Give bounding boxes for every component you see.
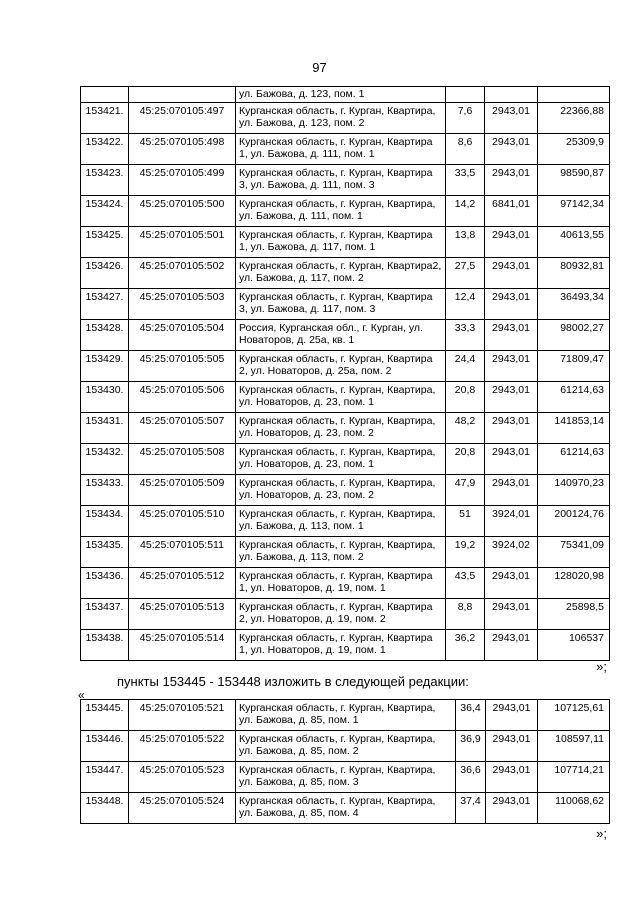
area-cell: 8,8 xyxy=(446,599,485,630)
cadastral-number-cell: 45:25:070105:500 xyxy=(129,196,236,227)
total-value-cell: 98590,87 xyxy=(538,165,610,196)
cadastral-number-cell: 45:25:070105:503 xyxy=(129,289,236,320)
table-row xyxy=(81,475,610,506)
address-cell: Курганская область, г. Курган, Квартира 1, ул. Бажова, д. 117, пом. 1 xyxy=(236,227,446,258)
unit-price-cell: 2943,01 xyxy=(485,444,538,475)
total-value-cell: 36493,34 xyxy=(538,289,610,320)
address-cell: Курганская область, г. Курган, Квартира2, ул. Бажова, д. 117, пом. 2 xyxy=(236,258,446,289)
area-cell: 20,8 xyxy=(446,382,485,413)
cadastral-number-cell: 45:25:070105:507 xyxy=(129,413,236,444)
row-number-cell: 153433. xyxy=(81,475,129,506)
address-cell: Курганская область, г. Курган, Квартира 1, ул. Новаторов, д. 19, пом. 1 xyxy=(236,568,446,599)
area-cell: 47,9 xyxy=(446,475,485,506)
row-number-cell: 153430. xyxy=(81,382,129,413)
address-cell: Курганская область, г. Курган, Квартира, ул. Бажова, д. 113, пом. 1 xyxy=(236,506,446,537)
unit-price-cell: 2943,01 xyxy=(485,258,538,289)
cadastral-number-cell: 45:25:070105:523 xyxy=(129,762,236,793)
table-row xyxy=(81,134,610,165)
row-number-cell: 153426. xyxy=(81,258,129,289)
area-cell: 8,6 xyxy=(446,134,485,165)
cadastral-number-cell: 45:25:070105:522 xyxy=(129,731,236,762)
total-value-cell: 106537 xyxy=(538,630,610,661)
total-value-cell: 25309,9 xyxy=(538,134,610,165)
area-cell: 37,4 xyxy=(456,793,486,824)
address-cell: Курганская область, г. Курган, Квартира, ул. Бажова, д. 113, пом. 2 xyxy=(236,537,446,568)
address-cell: Курганская область, г. Курган, Квартира, ул. Новаторов, д. 23, пом. 1 xyxy=(236,382,446,413)
row-number-cell: 153434. xyxy=(81,506,129,537)
row-number-cell: 153448. xyxy=(81,793,129,824)
cadastral-number-cell: 45:25:070105:505 xyxy=(129,351,236,382)
registry-table-2 xyxy=(80,699,610,824)
table-row xyxy=(81,444,610,475)
address-cell: Курганская область, г. Курган, Квартира 2, ул. Новаторов, д. 25а, пом. 2 xyxy=(236,351,446,382)
table-row xyxy=(81,196,610,227)
closing-quote-mark: »; xyxy=(596,826,607,841)
total-value-cell: 140970,23 xyxy=(538,475,610,506)
area-cell: 33,5 xyxy=(446,165,485,196)
total-value-cell: 61214,63 xyxy=(538,382,610,413)
cadastral-number-cell: 45:25:070105:506 xyxy=(129,382,236,413)
address-cell: Курганская область, г. Курган, Квартира 3, ул. Бажова, д. 117, пом. 3 xyxy=(236,289,446,320)
table-row xyxy=(81,382,610,413)
table-row xyxy=(81,731,610,762)
area-cell: 33,3 xyxy=(446,320,485,351)
address-cell: ул. Бажова, д. 123, пом. 1 xyxy=(236,87,446,103)
cadastral-number-cell: 45:25:070105:504 xyxy=(129,320,236,351)
unit-price-cell: 2943,01 xyxy=(485,227,538,258)
area-cell: 36,9 xyxy=(456,731,486,762)
row-number-cell: 153427. xyxy=(81,289,129,320)
address-cell: Курганская область, г. Курган, Квартира 2, ул. Новаторов, д. 19, пом. 2 xyxy=(236,599,446,630)
total-value-cell: 141853,14 xyxy=(538,413,610,444)
table-row xyxy=(81,320,610,351)
address-cell: Курганская область, г. Курган, Квартира, ул. Бажова, д. 111, пом. 1 xyxy=(236,196,446,227)
row-number-cell: 153421. xyxy=(81,103,129,134)
table-row xyxy=(81,165,610,196)
unit-price-cell: 2943,01 xyxy=(486,762,538,793)
unit-price-cell: 2943,01 xyxy=(486,731,538,762)
unit-price-cell: 2943,01 xyxy=(485,475,538,506)
total-value-cell: 97142,34 xyxy=(538,196,610,227)
row-number-cell: 153431. xyxy=(81,413,129,444)
total-value-cell: 80932,81 xyxy=(538,258,610,289)
table-row xyxy=(81,87,610,103)
total-value-cell: 22366,88 xyxy=(538,103,610,134)
area-cell: 43,5 xyxy=(446,568,485,599)
address-cell: Курганская область, г. Курган, Квартира 1, ул. Бажова, д. 111, пом. 1 xyxy=(236,134,446,165)
row-number-cell: 153422. xyxy=(81,134,129,165)
unit-price-cell: 2943,01 xyxy=(486,793,538,824)
address-cell: Курганская область, г. Курган, Квартира, ул. Бажова, д. 123, пом. 2 xyxy=(236,103,446,134)
total-value-cell: 107714,21 xyxy=(538,762,610,793)
row-number-cell: 153428. xyxy=(81,320,129,351)
table-row xyxy=(81,227,610,258)
area-cell: 24,4 xyxy=(446,351,485,382)
table-cell-empty xyxy=(538,87,610,103)
unit-price-cell: 2943,01 xyxy=(485,320,538,351)
area-cell: 27,5 xyxy=(446,258,485,289)
table-row xyxy=(81,700,610,731)
total-value-cell: 61214,63 xyxy=(538,444,610,475)
unit-price-cell: 2943,01 xyxy=(485,289,538,320)
area-cell: 36,2 xyxy=(446,630,485,661)
address-cell: Курганская область, г. Курган, Квартира 1, ул. Новаторов, д. 19, пом. 1 xyxy=(236,630,446,661)
total-value-cell: 108597,11 xyxy=(538,731,610,762)
table-row xyxy=(81,351,610,382)
row-number-cell: 153432. xyxy=(81,444,129,475)
unit-price-cell: 2943,01 xyxy=(485,134,538,165)
unit-price-cell: 3924,02 xyxy=(485,537,538,568)
page-number: 97 xyxy=(312,60,327,75)
total-value-cell: 200124,76 xyxy=(538,506,610,537)
table-row xyxy=(81,568,610,599)
area-cell: 48,2 xyxy=(446,413,485,444)
address-cell: Курганская область, г. Курган, Квартира 3, ул. Бажова, д. 111, пом. 3 xyxy=(236,165,446,196)
cadastral-number-cell: 45:25:070105:514 xyxy=(129,630,236,661)
address-cell: Курганская область, г. Курган, Квартира, ул. Новаторов, д. 23, пом. 2 xyxy=(236,413,446,444)
row-number-cell: 153435. xyxy=(81,537,129,568)
total-value-cell: 98002,27 xyxy=(538,320,610,351)
unit-price-cell: 6841,01 xyxy=(485,196,538,227)
cadastral-number-cell: 45:25:070105:509 xyxy=(129,475,236,506)
cadastral-number-cell: 45:25:070105:511 xyxy=(129,537,236,568)
unit-price-cell: 2943,01 xyxy=(485,568,538,599)
registry-table-1 xyxy=(80,86,610,661)
total-value-cell: 110068,62 xyxy=(538,793,610,824)
cadastral-number-cell: 45:25:070105:512 xyxy=(129,568,236,599)
total-value-cell: 107125,61 xyxy=(538,700,610,731)
area-cell: 14,2 xyxy=(446,196,485,227)
row-number-cell: 153423. xyxy=(81,165,129,196)
cadastral-number-cell: 45:25:070105:502 xyxy=(129,258,236,289)
unit-price-cell: 2943,01 xyxy=(485,165,538,196)
table-row xyxy=(81,537,610,568)
area-cell: 20,8 xyxy=(446,444,485,475)
unit-price-cell: 2943,01 xyxy=(485,599,538,630)
amendment-instruction: пункты 153445 - 153448 изложить в следующей редакции: xyxy=(117,674,469,689)
unit-price-cell: 2943,01 xyxy=(485,630,538,661)
cadastral-number-cell: 45:25:070105:497 xyxy=(129,103,236,134)
table-row xyxy=(81,258,610,289)
area-cell: 36,4 xyxy=(456,700,486,731)
address-cell: Курганская область, г. Курган, Квартира, ул. Новаторов, д. 23, пом. 1 xyxy=(236,444,446,475)
table-cell-empty xyxy=(446,87,485,103)
row-number-cell: 153447. xyxy=(81,762,129,793)
area-cell: 51 xyxy=(446,506,485,537)
table-row xyxy=(81,793,610,824)
total-value-cell: 25898,5 xyxy=(538,599,610,630)
opening-quote-mark: « xyxy=(78,688,85,702)
table-row xyxy=(81,413,610,444)
closing-quote-mark: »; xyxy=(596,659,607,674)
address-cell: Россия, Курганская обл., г. Курган, ул. Новаторов, д. 25а, кв. 1 xyxy=(236,320,446,351)
unit-price-cell: 2943,01 xyxy=(485,382,538,413)
area-cell: 19,2 xyxy=(446,537,485,568)
row-number-cell: 153438. xyxy=(81,630,129,661)
row-number-cell: 153446. xyxy=(81,731,129,762)
total-value-cell: 40613,55 xyxy=(538,227,610,258)
row-number-cell: 153445. xyxy=(81,700,129,731)
cadastral-number-cell: 45:25:070105:521 xyxy=(129,700,236,731)
cadastral-number-cell: 45:25:070105:501 xyxy=(129,227,236,258)
area-cell: 12,4 xyxy=(446,289,485,320)
cadastral-number-cell: 45:25:070105:498 xyxy=(129,134,236,165)
address-cell: Курганская область, г. Курган, Квартира, ул. Бажова, д. 85, пом. 4 xyxy=(236,793,456,824)
table-row xyxy=(81,289,610,320)
table-row xyxy=(81,599,610,630)
table-cell-empty xyxy=(129,87,236,103)
address-cell: Курганская область, г. Курган, Квартира, ул. Бажова, д. 85, пом. 3 xyxy=(236,762,456,793)
unit-price-cell: 2943,01 xyxy=(485,351,538,382)
area-cell: 13,8 xyxy=(446,227,485,258)
table-row xyxy=(81,762,610,793)
cadastral-number-cell: 45:25:070105:508 xyxy=(129,444,236,475)
address-cell: Курганская область, г. Курган, Квартира, ул. Бажова, д. 85, пом. 1 xyxy=(236,700,456,731)
cadastral-number-cell: 45:25:070105:524 xyxy=(129,793,236,824)
area-cell: 7,6 xyxy=(446,103,485,134)
row-number-cell: 153429. xyxy=(81,351,129,382)
cadastral-number-cell: 45:25:070105:499 xyxy=(129,165,236,196)
row-number-cell: 153425. xyxy=(81,227,129,258)
table-cell-empty xyxy=(485,87,538,103)
unit-price-cell: 2943,01 xyxy=(486,700,538,731)
address-cell: Курганская область, г. Курган, Квартира, ул. Новаторов, д. 23, пом. 2 xyxy=(236,475,446,506)
row-number-cell: 153437. xyxy=(81,599,129,630)
total-value-cell: 128020,98 xyxy=(538,568,610,599)
total-value-cell: 71809,47 xyxy=(538,351,610,382)
row-number-cell: 153424. xyxy=(81,196,129,227)
unit-price-cell: 2943,01 xyxy=(485,413,538,444)
table-row xyxy=(81,630,610,661)
total-value-cell: 75341,09 xyxy=(538,537,610,568)
cadastral-number-cell: 45:25:070105:510 xyxy=(129,506,236,537)
address-cell: Курганская область, г. Курган, Квартира, ул. Бажова, д. 85, пом. 2 xyxy=(236,731,456,762)
cadastral-number-cell: 45:25:070105:513 xyxy=(129,599,236,630)
table-cell-empty xyxy=(81,87,129,103)
table-row xyxy=(81,103,610,134)
unit-price-cell: 3924,01 xyxy=(485,506,538,537)
unit-price-cell: 2943,01 xyxy=(485,103,538,134)
row-number-cell: 153436. xyxy=(81,568,129,599)
area-cell: 36,6 xyxy=(456,762,486,793)
table-row xyxy=(81,506,610,537)
